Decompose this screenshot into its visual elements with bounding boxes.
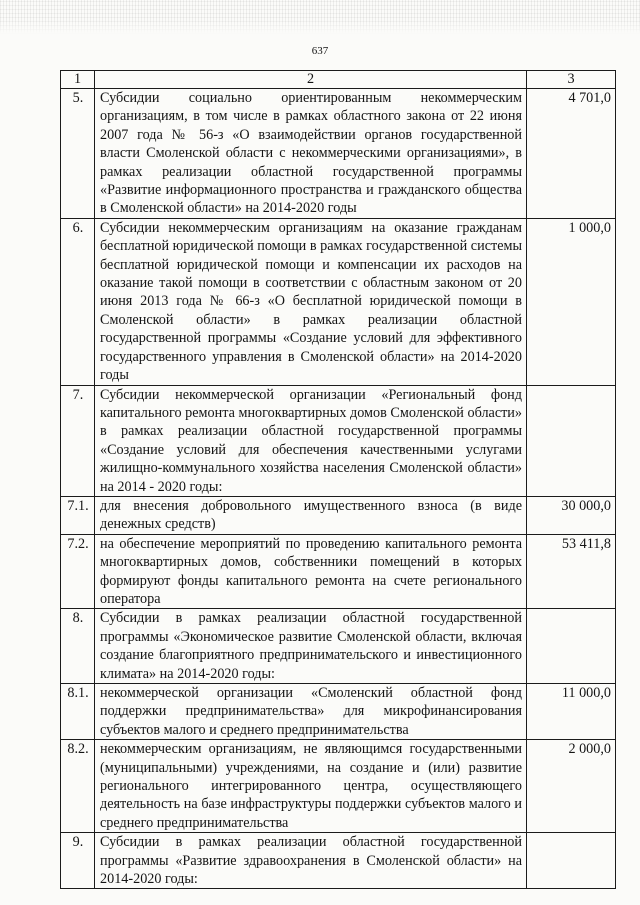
row-amount: 4 701,0 [527,89,616,219]
row-number: 8.2. [61,740,95,833]
row-amount: 53 411,8 [527,534,616,609]
table-row [61,684,616,740]
row-text: Субсидии в рамках реализации областной государственной программы «Развитие здравоохранения в Смоленской области» на 2014-2020 годы: [95,833,527,889]
header-col-3: 3 [527,71,616,89]
row-amount: 2 000,0 [527,740,616,833]
row-text: некоммерческой организации «Смоленский областной фонд поддержки предпринимательства» для микрофинансирования субъектов малого и среднего предпринимательства [95,684,527,740]
table-row [61,833,616,889]
row-number: 7.2. [61,534,95,609]
table-row [61,740,616,833]
row-text: для внесения добровольного имущественного взноса (в виде денежных средств) [95,496,527,534]
row-text: Субсидии социально ориентированным некоммерческим организациям, в том числе в рамках областного закона от 22 июня 2007 года № 56-з «О взаимодействии органов государственной власти Смоленской области с некоммерческими организациями», в рамках реализации областной государственной программы «Развитие информационного пространства и гражданского общества в Смоленской области» на 2014-2020 годы [95,89,527,219]
scan-noise-strip [0,0,640,34]
subsidy-table [60,70,616,889]
row-text: некоммерческим организациям, не являющимся государственными (муниципальными) учреждениями, на создание и (или) развитие регионального интегрированного центра, осуществляющего деятельность на базе инфраструктуры поддержки субъектов малого и среднего предпринимательства [95,740,527,833]
header-col-2: 2 [95,71,527,89]
row-number: 7.1. [61,496,95,534]
row-amount: 11 000,0 [527,684,616,740]
row-number: 9. [61,833,95,889]
header-row [61,71,616,89]
row-number: 8.1. [61,684,95,740]
table-row [61,534,616,609]
row-amount [527,385,616,496]
row-number: 5. [61,89,95,219]
row-number: 7. [61,385,95,496]
row-amount [527,609,616,684]
row-text: на обеспечение мероприятий по проведению капитального ремонта многоквартирных домов, собственники помещений в которых формируют фонды капитального ремонта на счете регионального оператора [95,534,527,609]
page-number: 637 [311,45,329,57]
row-text: Субсидии некоммерческой организации «Региональный фонд капитального ремонта многоквартирных домов Смоленской области» в рамках реализации областной государственной программы «Создание условий для обеспечения качественными услугами жилищно-коммунального хозяйства населения Смоленской области» на 2014 - 2020 годы: [95,385,527,496]
table-row [61,496,616,534]
table-row [61,385,616,496]
row-number: 6. [61,218,95,385]
header-col-1: 1 [61,71,95,89]
row-amount [527,833,616,889]
table-row [61,89,616,219]
row-amount: 1 000,0 [527,218,616,385]
row-text: Субсидии в рамках реализации областной государственной программы «Экономическое развитие Смоленской области, включая создание благоприятного предпринимательского и инвестиционного климата» на 2014-2020 годы: [95,609,527,684]
row-number: 8. [61,609,95,684]
row-text: Субсидии некоммерческим организациям на оказание гражданам бесплатной юридической помощи в рамках государственной системы бесплатной юридической помощи и компенсации их расходов на оказание такой помощи в соответствии с областным законом от 20 июня 2013 года № 66-з «О бесплатной юридической помощи в Смоленской области» в рамках реализации областной государственной программы «Создание условий для эффективного государственного управления в Смоленской области» на 2014-2020 годы [95,218,527,385]
row-amount: 30 000,0 [527,496,616,534]
table-row [61,218,616,385]
table-row [61,609,616,684]
